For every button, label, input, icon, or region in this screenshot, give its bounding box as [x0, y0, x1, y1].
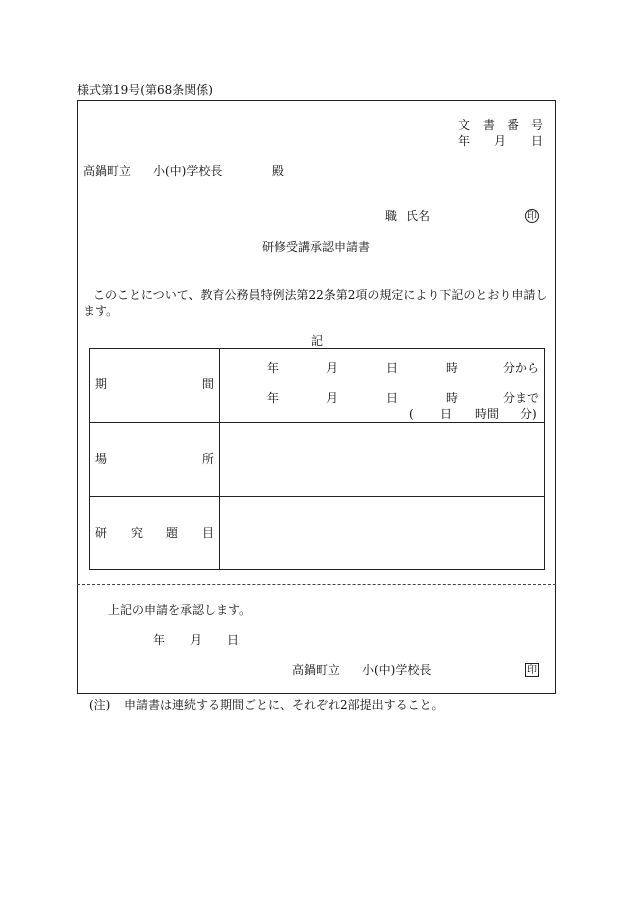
applicant-name-label: 氏名	[406, 209, 431, 223]
note-text: 申請書は連続する期間ごとに、それぞれ2部提出すること。	[124, 698, 444, 712]
table-row-divider-1	[90, 422, 544, 423]
applicant-position: 職	[385, 209, 398, 223]
period-to-hour: 時	[446, 391, 459, 405]
place-label-char-1: 場	[95, 452, 108, 466]
addressee-honorific: 殿	[272, 164, 285, 178]
approval-date-day: 日	[227, 633, 240, 647]
doc-number-char-1: 文	[458, 118, 471, 132]
topic-label-char-1: 研	[95, 526, 108, 540]
place-label-char-2: 所	[202, 452, 215, 466]
addressee-school: 小(中)学校長	[153, 164, 223, 178]
doc-number-char-4: 号	[531, 118, 544, 132]
approval-date-month: 月	[190, 633, 203, 647]
approval-seal-icon: 印	[527, 665, 537, 676]
period-to-day: 日	[386, 391, 399, 405]
approval-school: 小(中)学校長	[362, 663, 432, 677]
body-paragraph: このことについて、教育公務員特例法第22条第2項の規定により下記のとおり申請します。	[83, 288, 548, 318]
period-label-char-2: 間	[202, 377, 215, 391]
date-month: 月	[494, 134, 507, 148]
approval-date-year: 年	[153, 633, 166, 647]
document-title: 研修受講承認申請書	[262, 240, 371, 254]
duration-days: 日	[440, 407, 453, 421]
period-to-month: 月	[326, 391, 339, 405]
period-from-year: 年	[267, 361, 280, 375]
period-to-year: 年	[267, 391, 280, 405]
topic-label-char-3: 題	[166, 526, 179, 540]
period-from-minute: 分から	[503, 361, 540, 375]
date-year: 年	[458, 134, 471, 148]
applicant-seal-icon: 印	[527, 211, 537, 222]
table-row-divider-2	[90, 496, 544, 497]
period-from-day: 日	[386, 361, 399, 375]
form-number-label: 様式第19号(第68条関係)	[77, 83, 213, 97]
date-day: 日	[531, 134, 544, 148]
duration-open-paren: (	[409, 407, 414, 421]
period-to-minute: 分まで	[503, 391, 540, 405]
duration-hours: 時間	[475, 407, 500, 421]
topic-label-char-4: 目	[202, 526, 215, 540]
duration-minutes: 分)	[520, 407, 537, 421]
dashed-separator	[77, 584, 556, 585]
doc-number-char-3: 番	[507, 118, 520, 132]
approval-town: 高鍋町立	[292, 663, 341, 677]
details-table	[89, 348, 545, 570]
period-label-char-1: 期	[95, 377, 108, 391]
ki-heading: 記	[311, 334, 324, 348]
approval-text: 上記の申請を承認します。	[108, 603, 252, 617]
doc-number-char-2: 書	[483, 118, 496, 132]
period-from-hour: 時	[446, 361, 459, 375]
note-prefix: (注)	[89, 698, 111, 712]
table-column-divider	[219, 349, 220, 569]
topic-label-char-2: 究	[131, 526, 144, 540]
addressee-town: 高鍋町立	[83, 164, 132, 178]
period-from-month: 月	[326, 361, 339, 375]
